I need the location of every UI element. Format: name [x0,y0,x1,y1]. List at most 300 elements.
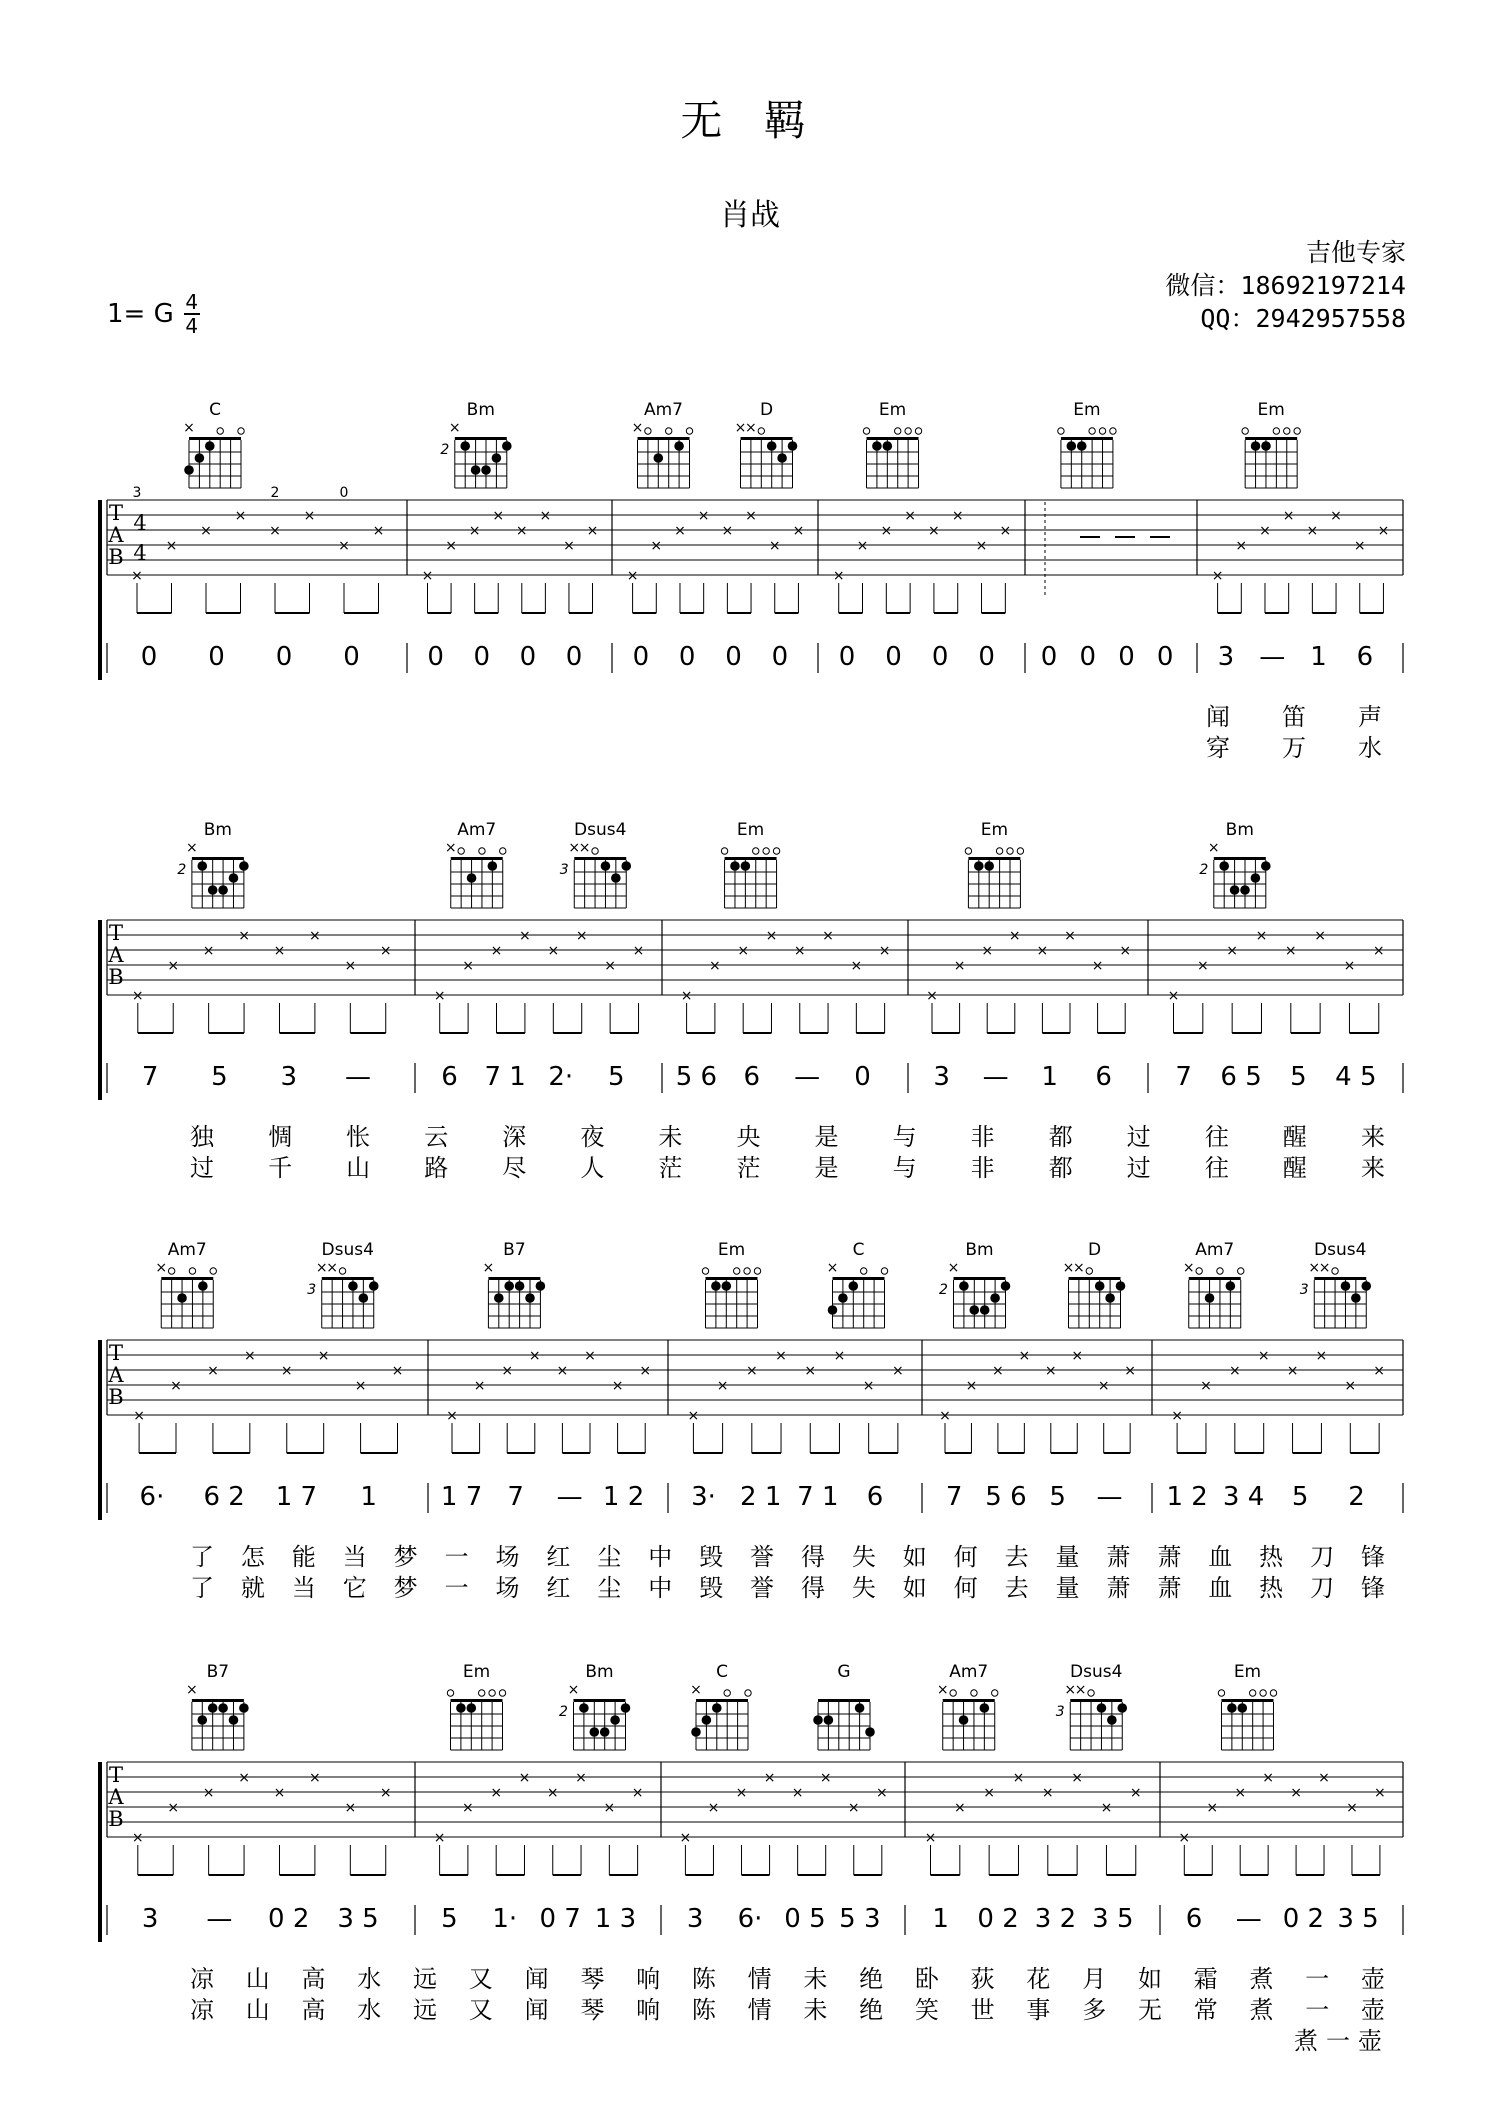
lyric-char: 云 [424,1123,449,1151]
lyric-char: 得 [800,1574,825,1602]
chord-diagram-em [1218,1662,1276,1750]
tab-note: × [309,1770,321,1786]
finger-dot [1095,1281,1105,1291]
tab-note: × [804,1363,817,1379]
mute-mark: × [1062,1260,1075,1276]
finger-dot [855,1703,865,1713]
tab-note: × [631,1785,644,1801]
tab-note: × [167,1800,180,1816]
chord-name: Em [980,820,1009,840]
tab-note: × [280,1363,293,1379]
lyric-char: 壶 [1358,2027,1382,2055]
finger-dot [504,1281,514,1291]
jianpu-note: 0 [565,642,583,672]
lyric-char: 一 [1326,2027,1350,2055]
chord-name: Am7 [457,820,497,840]
lyric-char: 往 [1204,1154,1229,1182]
tab-note: × [490,943,503,959]
tab-time-signature: 4 [133,511,147,535]
measure [1168,928,1385,1092]
jianpu-note: 6 [1095,1062,1112,1092]
chord-name: Dsus4 [1314,1240,1367,1260]
tab-note: × [847,1800,860,1816]
lyric-line [190,1543,1385,1571]
open-mark [1270,1690,1276,1696]
open-mark [217,428,223,434]
chord-name: G [837,1662,851,1682]
open-mark [1099,428,1105,434]
finger-dot [515,1281,525,1291]
measure [627,508,805,672]
jianpu-note: 3 5 [1337,1904,1379,1934]
tab-note: × [975,538,988,554]
jianpu-note: 0 [632,642,650,672]
lyric-char: 萧 [1106,1574,1131,1602]
tab-note: × [546,1785,559,1801]
lyric-char: 绝 [859,1996,884,2024]
lyric-char: 梦 [393,1543,418,1571]
jianpu-note: 3 [1217,642,1235,672]
lyric-char: 情 [747,1965,772,1993]
tab-note: × [880,523,893,539]
tab-note: × [1129,1785,1142,1801]
mute-mark: × [1207,840,1220,856]
lyric-char: 情 [747,1996,772,2024]
key-label: 1= G [107,299,174,329]
finger-dot [471,465,481,475]
tab-note: × [344,1800,357,1816]
chord-name: C [852,1240,865,1260]
lyric-char: 一 [1305,1965,1330,1993]
tab-note: × [953,1800,966,1816]
tab-note: × [639,1363,652,1379]
tab-note: × [745,508,757,524]
jianpu-note: 0 [1156,642,1174,672]
tab-note: × [462,958,474,974]
tab-clef-letter: B [108,1385,124,1409]
finger-dot [1219,861,1229,871]
open-mark [1196,1268,1202,1274]
lyric-char: 誉 [750,1543,775,1571]
tab-note: × [775,1348,787,1364]
score-system [100,1762,1403,2055]
jianpu-note: 0 [519,642,537,672]
jianpu-note: — [1096,1482,1123,1512]
finger-dot [1230,885,1240,895]
tab-note: × [1315,1348,1328,1364]
jianpu-note: 1 7 [275,1482,318,1512]
jianpu-note: 0 [931,642,949,672]
tab-note: × [875,1785,888,1801]
lyric-char: 穿 [1206,734,1230,762]
chord-name: Em [736,820,765,840]
lyric-line [190,1996,1385,2024]
lyric-char: 毁 [699,1574,724,1602]
tab-note: × [604,958,616,974]
open-mark [1284,428,1290,434]
finger-dot [1001,1281,1011,1291]
tab-note: × [273,1785,286,1801]
chord-name: Am7 [949,1662,989,1682]
finger-dot [229,873,239,883]
tab-note: × [354,1378,367,1394]
jianpu-note: — [345,1062,372,1092]
lyric-char: 得 [800,1543,825,1571]
tab-clef-letter: A [108,523,124,547]
finger-dot [1261,441,1271,451]
lyric-char: 未 [803,1996,828,2024]
jianpu-note: 6· [737,1904,763,1934]
jianpu-note: 1· [492,1904,518,1934]
time-sig-top: 4 [185,290,199,314]
lyric-char: 萧 [1157,1574,1182,1602]
jianpu-note: 0 [208,642,225,672]
finger-dot [865,1727,875,1737]
tab-note: × [1211,568,1224,584]
tab-note: × [379,943,392,959]
open-mark [724,1690,730,1696]
tab-note: × [926,988,938,1004]
tab-note: × [131,568,143,584]
jianpu-note: — [1235,1904,1262,1934]
chord-diagram-am7 [937,1662,998,1750]
jianpu-note: 0 [1079,642,1097,672]
jianpu-note: 4 5 [1335,1062,1377,1092]
finger-dot [1361,1281,1371,1291]
lyric-char: 高 [301,1965,326,1993]
finger-dot [1227,1703,1237,1713]
finger-dot [1341,1281,1351,1291]
tab-note: × [735,1785,748,1801]
tab-note: × [1330,508,1342,524]
tab-note: × [892,1363,904,1379]
lyric-char: 琴 [580,1996,605,2024]
tab-note: × [1064,928,1076,944]
jianpu-note: 0 [1118,642,1135,672]
lyric-char: 惆 [268,1123,293,1151]
finger-dot [611,873,621,883]
tab-note: × [1018,1348,1031,1364]
lyric-char: 笛 [1282,703,1306,731]
chord-name: Am7 [643,400,684,420]
tab-note: × [1235,538,1248,554]
open-mark [721,848,727,854]
tab-note: × [234,508,247,524]
tab-note: × [1234,1785,1247,1801]
finger-dot [980,1305,990,1315]
lyric-char: 了 [190,1574,214,1602]
lyric-char: 醒 [1282,1123,1307,1151]
measure [131,485,384,672]
finger-dot [838,1293,848,1303]
lyric-char: 血 [1208,1574,1233,1602]
tab-note: × [519,928,531,944]
open-mark [745,1690,751,1696]
chord-name: D [1087,1240,1102,1260]
lyric-char: 煮 [1249,1996,1274,2024]
finger-dot [621,861,631,871]
lyric-char: 闻 [524,1965,549,1993]
lyric-char: 热 [1259,1574,1284,1602]
finger-dot [990,1293,1000,1303]
open-mark [238,428,244,434]
tab-note: × [575,928,588,944]
mute-mark: × [448,420,461,436]
finger-dot [849,1281,859,1291]
tab-clef-letter: T [108,1763,124,1787]
tab-note: × [745,1363,758,1379]
lyric-char: 它 [342,1574,367,1602]
tab-note: × [539,508,552,524]
tab-note: × [611,1378,624,1394]
chord-diagram-c [827,1240,888,1328]
mute-mark: × [745,420,757,436]
jianpu-note: 0 [725,642,742,672]
finger-dot [1116,1281,1126,1291]
mute-mark: × [444,840,457,856]
chord-name: Em [878,400,907,420]
jianpu-note: 0 [427,642,444,672]
lyric-char: 闻 [1206,703,1230,731]
chord-name: Bm [1225,820,1254,840]
chord-diagram-am7 [632,400,693,488]
lyric-char: 来 [1361,1154,1385,1182]
lyric-char: 与 [892,1123,917,1151]
tab-note: × [575,1770,587,1786]
lyric-char: 千 [268,1154,293,1182]
finger-dot [959,1281,969,1291]
lyric-line [1294,2027,1382,2055]
lyric-char: 煮 [1249,1965,1274,1993]
jianpu-note: 1 2 [602,1482,645,1512]
tab-note: × [1071,1348,1084,1364]
chord-diagram-dsus4 [560,820,631,908]
finger-dot [777,453,787,463]
tab-note: × [1200,1378,1212,1394]
tab-note: × [1262,1770,1275,1786]
finger-dot [1251,873,1261,883]
lyric-char: 如 [1137,1965,1162,1993]
mute-mark: × [155,1260,168,1276]
tab-note: × [965,1378,978,1394]
lyric-char: 陈 [691,1996,716,2024]
jianpu-note: 5 [1290,1062,1307,1092]
mute-mark: × [183,420,195,436]
tab-note: × [133,1408,145,1424]
chord-diagram-bm [440,400,511,488]
lyric-char: 尽 [502,1154,527,1182]
finger-dot [1251,441,1261,451]
finger-dot [621,1703,631,1713]
tab-note: × [1167,988,1180,1004]
finger-dot [1107,1715,1117,1725]
lyric-char: 是 [814,1123,839,1151]
tab-note: × [273,943,286,959]
tab-note: × [421,568,434,584]
finger-dot [197,1715,207,1725]
finger-dot [467,873,477,883]
tab-note: × [832,568,845,584]
tab-note: × [445,538,457,554]
open-mark [479,848,485,854]
jianpu-note: 2 [1348,1482,1365,1512]
chord-name: Em [462,1662,491,1682]
lyric-char: 血 [1208,1543,1233,1571]
finger-dot [984,861,994,871]
finger-dot [195,453,205,463]
lyric-char: 是 [814,1154,839,1182]
open-mark [499,1690,505,1696]
open-mark [1242,428,1248,434]
lyric-char: 水 [357,1965,382,1993]
jianpu-note: 7 1 [797,1482,839,1512]
tab-note: × [1344,1378,1357,1394]
tab-note: × [981,943,994,959]
mute-mark: × [936,1682,949,1698]
finger-dot [974,861,984,871]
lyric-line [190,1154,1385,1182]
tab-note: × [1346,1800,1358,1816]
open-mark [592,848,598,854]
jianpu-note: 2· [548,1062,574,1092]
jianpu-note: 1 3 [594,1904,637,1934]
chord-diagram-c [183,400,244,488]
tab-note: × [983,1785,996,1801]
fret-number: 3 [307,1282,317,1298]
jianpu-note: 3 [141,1904,159,1934]
mute-mark: × [1318,1260,1331,1276]
open-mark [1017,848,1023,854]
finger-dot [711,1281,721,1291]
lyric-char: 水 [1358,734,1382,762]
tab-note: × [207,1363,219,1379]
jianpu-note: 0 [678,642,696,672]
lyric-char: 一 [444,1543,469,1571]
lyric-char: 一 [1305,1996,1330,2024]
tab-note: × [1178,1830,1191,1846]
jianpu-note: 1 2 [1166,1482,1208,1512]
open-mark [905,428,911,434]
fret-label: 0 [339,485,349,501]
tab-clef-letter: A [108,943,124,967]
chord-diagram-em [965,820,1023,908]
tab-note: × [674,523,686,539]
tab-note: × [344,958,357,974]
jianpu-note: 6 [441,1062,458,1092]
finger-dot [492,453,502,463]
chord-diagram-dsus4 [1300,1240,1371,1328]
finger-dot [872,441,882,451]
chord-diagram-em [721,820,779,908]
finger-dot [722,1281,732,1291]
jianpu-note: 5 [211,1062,228,1092]
lyric-char: 量 [1055,1543,1080,1571]
fret-number: 2 [177,862,187,878]
tab-note: × [1097,1378,1110,1394]
lyric-char: 月 [1082,1965,1107,1993]
lyric-char: 失 [851,1574,876,1602]
tab-note: × [1290,1785,1302,1801]
tab-note: × [468,523,481,539]
mute-mark: × [568,840,581,856]
tab-note: × [1041,1785,1054,1801]
finger-dot [502,441,512,451]
jianpu-note: 0 2 [977,1904,1019,1934]
open-mark [1058,428,1064,434]
tab-note: × [269,523,281,539]
tab-note: × [379,1785,392,1801]
lyric-char: 又 [468,1965,493,1993]
open-mark [1260,1690,1266,1696]
chord-diagram-g [813,1662,875,1750]
tab-clef-letter: B [108,965,124,989]
tab-note: × [1196,958,1209,974]
jianpu-note: 0 7 [539,1904,581,1934]
lyric-char: 当 [342,1543,367,1571]
tab-note: × [492,508,505,524]
finger-dot [600,1727,610,1737]
mute-mark: × [1073,1260,1085,1276]
tab-note: × [515,523,528,539]
chord-diagram-c [690,1662,751,1750]
finger-dot [494,1293,504,1303]
chord-name: Am7 [1195,1240,1235,1260]
lyric-char: 过 [1126,1154,1151,1182]
tab-note: × [1314,928,1326,944]
artist-name: 肖战 [720,198,780,233]
jianpu-note: 6· [139,1482,165,1512]
fret-label: 3 [132,485,142,501]
score-system [100,1340,1403,1602]
measure [132,928,392,1092]
tab-note: × [650,538,663,554]
open-mark [996,848,1002,854]
jianpu-note: — [556,1482,583,1512]
lyric-char: 量 [1055,1574,1080,1602]
chord-name: Am7 [167,1240,207,1260]
chord-diagram-am7 [1183,1240,1244,1328]
tab-note: × [1286,1363,1299,1379]
lyric-char: 何 [953,1543,978,1571]
jianpu-note: 0 [343,642,360,672]
finger-dot [828,1305,838,1315]
finger-dot [590,1727,600,1737]
lyric-char: 事 [1026,1996,1051,2024]
finger-dot [691,1727,701,1737]
lyric-char: 热 [1259,1543,1284,1571]
lyric-line [190,1965,1385,1993]
chord-name: Bm [585,1662,614,1682]
jianpu-note: 0 [1040,642,1058,672]
time-sig-bottom: 4 [185,314,199,338]
fret-number: 2 [1199,862,1209,878]
finger-dot [702,1715,712,1725]
mute-mark: × [734,420,747,436]
jianpu-note: 6 5 [1220,1062,1262,1092]
lyric-char: 尘 [597,1574,622,1602]
lyric-char: 闻 [524,1996,549,2024]
finger-dot [456,1703,466,1713]
tab-clef-letter: B [108,1807,124,1831]
measure [132,1770,392,1934]
finger-dot [1097,1703,1107,1713]
lyric-char: 笑 [914,1996,939,2024]
tab-note: × [603,1800,616,1816]
jianpu-note: 1 [360,1482,377,1512]
open-mark [915,428,921,434]
chord-name: Dsus4 [574,820,627,840]
lyric-char: 去 [1004,1543,1029,1571]
